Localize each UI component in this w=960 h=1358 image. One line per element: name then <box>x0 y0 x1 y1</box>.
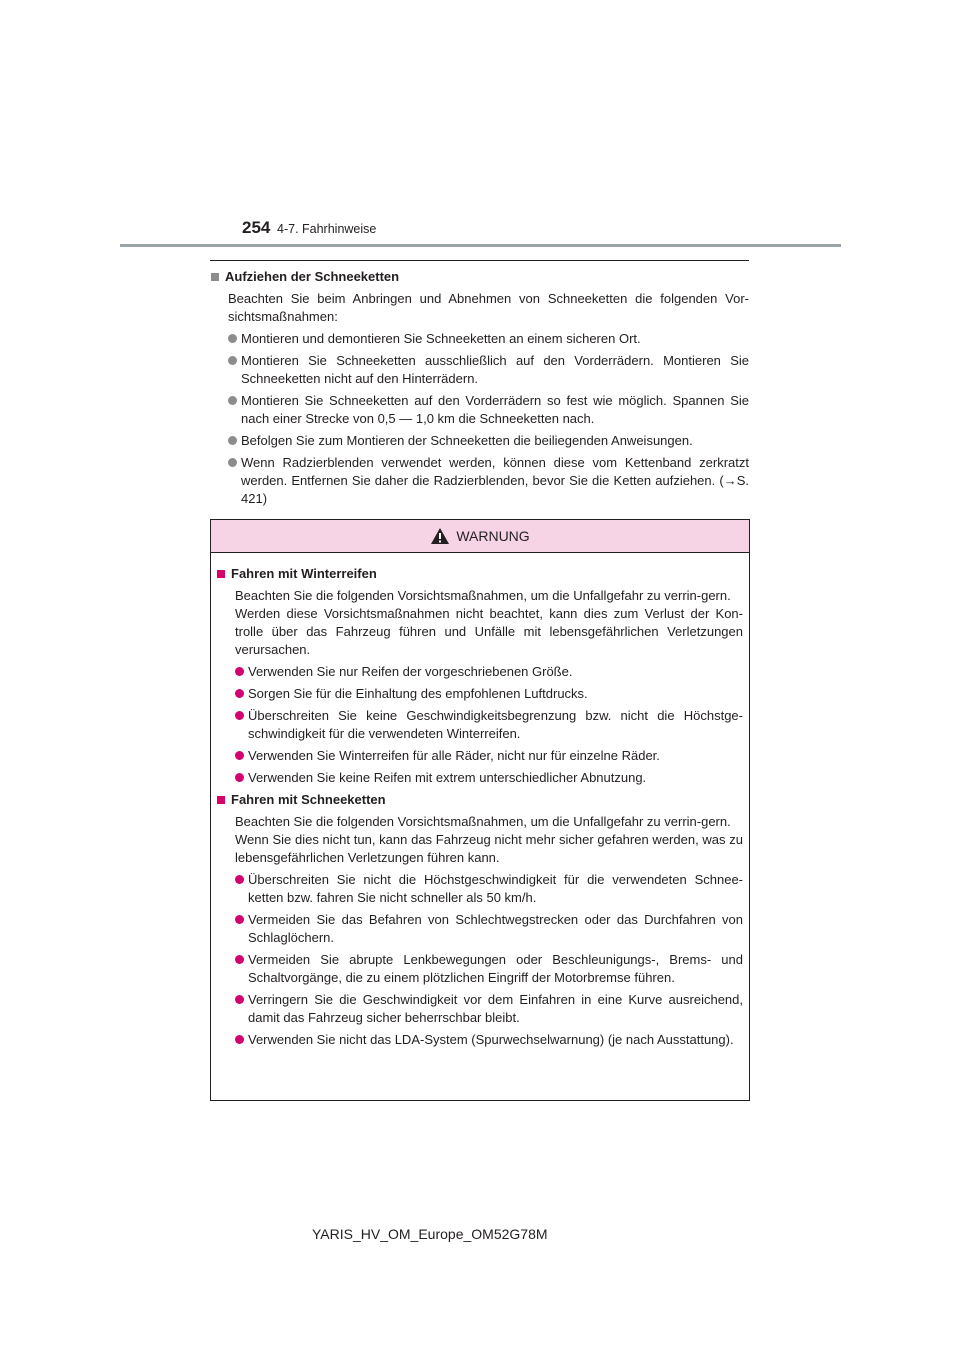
list-item-text: Wenn Radzierblenden verwendet werden, können diese vom Kettenband zerkratzt werden. Entfernen Sie daher die Radzierblenden, bevor Sie die Ketten aufziehen. (→S. 421) <box>241 455 749 506</box>
list-item-text: Montieren Sie Schneeketten ausschließlich auf den Vorderrädern. Montieren Sie Schneeketten nicht auf den Hinterrädern. <box>241 353 749 386</box>
list-item <box>228 454 749 508</box>
section-heading-text: Aufziehen der Schneeketten <box>225 269 400 284</box>
warning-bullet-list <box>235 871 743 1049</box>
list-item <box>235 663 743 681</box>
list-item-text: Verwenden Sie Winterreifen für alle Räder, nicht nur für einzelne Räder. <box>248 748 660 763</box>
chains-section <box>211 268 749 512</box>
list-item <box>235 911 743 947</box>
page-number: 254 <box>242 218 271 237</box>
list-item <box>228 330 749 348</box>
list-item <box>228 392 749 428</box>
list-item-text: Befolgen Sie zum Montieren der Schneeketten die beiliegenden Anweisungen. <box>241 433 693 448</box>
list-item-text: Verwenden Sie keine Reifen mit extrem unterschiedlicher Abnutzung. <box>248 770 647 785</box>
list-item <box>235 871 743 907</box>
document-id: YARIS_HV_OM_Europe_OM52G78M <box>312 1226 548 1242</box>
list-item-text: Überschreiten Sie nicht die Höchstgeschwindigkeit für die verwendeten Schnee-ketten bzw. fahren Sie nicht schneller als 50 km/h. <box>248 872 743 905</box>
list-item-text: Montieren und demontieren Sie Schneeketten an einem sicheren Ort. <box>241 331 641 346</box>
list-item-text: Verwenden Sie nicht das LDA-System (Spurwechselwarnung) (je nach Ausstattung). <box>248 1032 734 1047</box>
warning-heading-chains <box>217 791 743 809</box>
list-item-text: Vermeiden Sie abrupte Lenkbewegungen oder Beschleunigungs-, Brems- und Schaltvorgänge, die zu einem plötzlichen Eingriff der Motorbremse führen. <box>248 952 743 985</box>
list-item <box>235 685 743 703</box>
warning-bullet-list <box>235 663 743 787</box>
list-item <box>235 951 743 987</box>
warning-body <box>211 553 749 1049</box>
square-bullet-icon <box>211 273 219 281</box>
bullet-dot-icon <box>228 356 237 365</box>
list-item <box>235 1031 743 1049</box>
warning-title: WARNUNG <box>456 528 530 544</box>
square-bullet-icon <box>217 796 225 804</box>
warning-heading-winter <box>217 565 743 583</box>
bullet-dot-icon <box>235 667 244 676</box>
list-item <box>235 707 743 743</box>
bullet-dot-icon <box>228 396 237 405</box>
header-rule <box>120 244 841 247</box>
bullet-dot-icon <box>235 875 244 884</box>
warning-heading-text: Fahren mit Schneeketten <box>231 792 386 807</box>
list-item-text: Verwenden Sie nur Reifen der vorgeschriebenen Größe. <box>248 664 573 679</box>
bullet-dot-icon <box>228 334 237 343</box>
bullet-dot-icon <box>235 773 244 782</box>
list-item <box>235 747 743 765</box>
warning-intro: Wenn Sie dies nicht tun, kann das Fahrzeug nicht mehr sicher gefahren werden, was zu lebensgefährlichen Verletzungen führen kann. <box>235 832 743 865</box>
list-item-text: Sorgen Sie für die Einhaltung des empfohlenen Luftdrucks. <box>248 686 588 701</box>
warning-triangle-icon <box>430 527 450 545</box>
list-item-text: Montieren Sie Schneeketten auf den Vorderrädern so fest wie möglich. Spannen Sie nach einer Strecke von 0,5 — 1,0 km die Schneeketten nach. <box>241 393 749 426</box>
square-bullet-icon <box>217 570 225 578</box>
list-item <box>228 432 749 450</box>
bullet-dot-icon <box>235 751 244 760</box>
list-item <box>235 991 743 1027</box>
bullet-dot-icon <box>235 995 244 1004</box>
section-intro: Beachten Sie beim Anbringen und Abnehmen von Schneeketten die folgenden Vor-sichtsmaßnahmen: <box>228 291 749 324</box>
bullet-dot-icon <box>235 915 244 924</box>
bullet-dot-icon <box>228 458 237 467</box>
warning-intro: Werden diese Vorsichtsmaßnahmen nicht beachtet, kann dies zum Verlust der Kon-trolle über das Fahrzeug führen und Unfälle mit lebensgefährlichen Verletzungen verursachen. <box>235 606 743 657</box>
bullet-dot-icon <box>235 955 244 964</box>
warning-intro: Beachten Sie die folgenden Vorsichtsmaßnahmen, um die Unfallgefahr zu verrin-gern. <box>235 588 731 603</box>
section-heading <box>211 268 749 286</box>
list-item-text: Vermeiden Sie das Befahren von Schlechtwegstrecken oder das Durchfahren von Schlaglöchern. <box>248 912 743 945</box>
list-item <box>228 352 749 388</box>
section-title: 4-7. Fahrhinweise <box>277 222 377 236</box>
bullet-dot-icon <box>235 689 244 698</box>
warning-intro: Beachten Sie die folgenden Vorsichtsmaßnahmen, um die Unfallgefahr zu verrin-gern. <box>235 814 731 829</box>
list-item <box>235 769 743 787</box>
warning-header <box>211 520 749 553</box>
warning-heading-text: Fahren mit Winterreifen <box>231 566 377 581</box>
bullet-dot-icon <box>228 436 237 445</box>
bullet-dot-icon <box>235 1035 244 1044</box>
content-top-rule <box>210 260 749 261</box>
list-item-text: Überschreiten Sie keine Geschwindigkeitsbegrenzung bzw. nicht die Höchstge-schwindigkeit für die verwendeten Winterreifen. <box>248 708 743 741</box>
bullet-list <box>228 330 749 508</box>
warning-box <box>210 519 750 1101</box>
bullet-dot-icon <box>235 711 244 720</box>
list-item-text: Verringern Sie die Geschwindigkeit vor dem Einfahren in eine Kurve ausreichend, damit das Fahrzeug sicher beherrschbar bleibt. <box>248 992 743 1025</box>
